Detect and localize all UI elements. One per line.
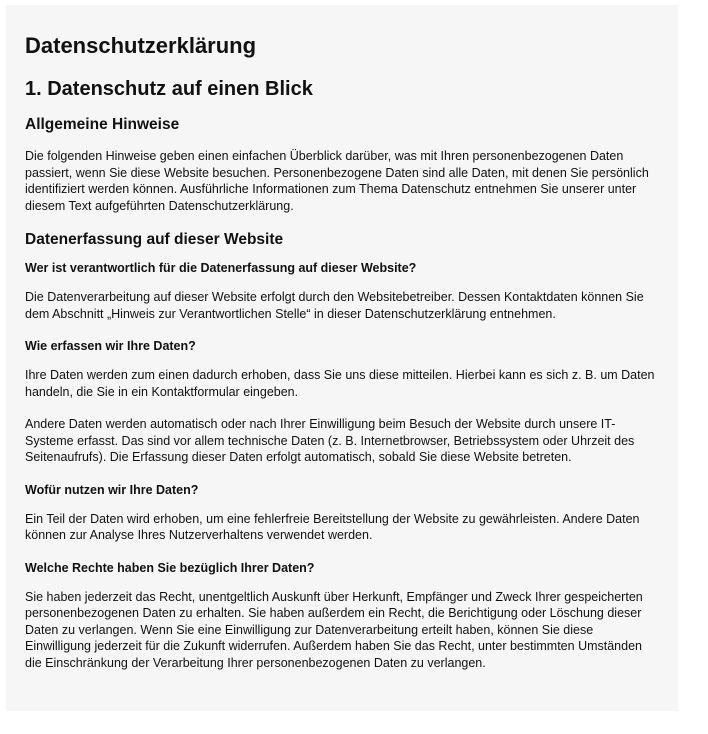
question-how-collected: Wie erfassen wir Ihre Daten? [25,339,196,353]
answer-how-collected-2: Andere Daten werden automatisch oder nach Ihrer Einwilligung beim Besuch der Website durch unsere IT-Systeme erfasst. Das sind vor allem technische Daten (z. B. Internetbrowser, Betriebssystem oder Uhrzeit des Seitenaufrufs). Die Erfassung dieser Daten erfolgt automatisch, sobald Sie diese Website betreten. [25,417,635,464]
subsection-heading-data-collection: Datenerfassung auf dieser Website [25,231,284,248]
answer-responsible: Die Datenverarbeitung auf dieser Website erfolgt durch den Websitebetreiber. Dessen Kontaktdaten können Sie dem Abschnitt „Hinweis zur Verantwortlichen Stelle“ in dieser Datenschutzerklärung entnehmen. [25,290,644,321]
privacy-policy-content [6,5,678,671]
answer-how-collected-1: Ihre Daten werden zum einen dadurch erhoben, dass Sie uns diese mitteilen. Hierbei kann es sich z. B. um Daten handeln, die Sie in ein Kontaktformular eingeben. [25,368,655,399]
general-notes-text: Die folgenden Hinweise geben einen einfachen Überblick darüber, was mit Ihren personenbezogenen Daten passiert, wenn Sie diese Website besuchen. Personenbezogene Daten sind alle Daten, mit denen Sie persönlich identifiziert werden können. Ausführliche Informationen zum Thema Datenschutz entnehmen Sie unserer unter diesem Text aufgeführten Datenschutzerklärung. [25,149,649,213]
page-title: Datenschutzerklärung [25,33,257,58]
question-responsible: Wer ist verantwortlich für die Datenerfassung auf dieser Website? [25,261,417,275]
answer-purpose: Ein Teil der Daten wird erhoben, um eine fehlerfreie Bereitstellung der Website zu gewährleisten. Andere Daten können zur Analyse Ihres Nutzerverhaltens verwendet werden. [25,511,640,542]
question-purpose: Wofür nutzen wir Ihre Daten? [25,482,199,497]
answer-rights: Sie haben jederzeit das Recht, unentgeltlich Auskunft über Herkunft, Empfänger und Zweck Ihrer gespeicherten personenbezogenen Daten zu erhalten. Sie haben außerdem ein Recht, die Berichtigung oder Löschung dieser Daten zu verlangen. Wenn Sie eine Einwilligung zur Datenverarbeitung erteilt haben, können Sie diese Einwilligung jederzeit für die Zukunft widerrufen. Außerdem haben Sie das Recht, unter bestimmten Umständen die Einschränkung der Verarbeitung Ihrer personenbezogenen Daten zu verlangen. [25,589,643,670]
subsection-heading-general: Allgemeine Hinweise [25,116,180,133]
privacy-policy-panel [6,5,678,711]
section-heading-overview: 1. Datenschutz auf einen Blick [25,78,313,100]
question-rights: Welche Rechte haben Sie bezüglich Ihrer Daten? [25,560,315,575]
